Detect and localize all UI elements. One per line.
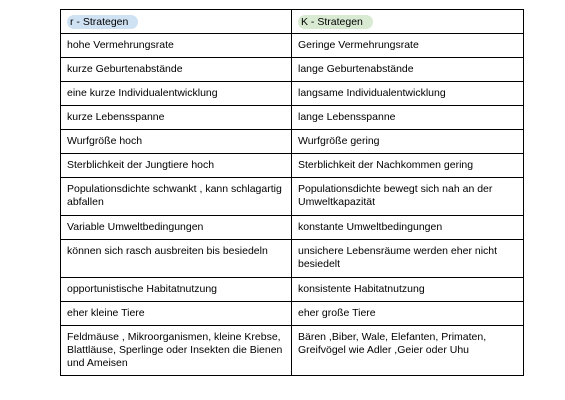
- table-cell-r: Feldmäuse , Mikroorganismen, kleine Krebse, Blattläuse, Sperlinge oder Insekten die Bienen und Ameisen: [61, 326, 292, 376]
- table-cell-r: eher kleine Tiere: [61, 302, 292, 326]
- table-cell-k: Sterblichkeit der Nachkommen gering: [292, 154, 524, 178]
- strategy-comparison-table: [60, 9, 524, 376]
- table-cell-k: Geringe Vermehrungsrate: [292, 34, 524, 58]
- table-row: [61, 216, 524, 240]
- header-cell-r-strategists: [61, 10, 292, 34]
- table-cell-k: Populationsdichte bewegt sich nah an der Umweltkapazität: [292, 178, 524, 216]
- table-cell-r: kurze Geburtenabstände: [61, 58, 292, 82]
- table-cell-k: Wurfgröße gering: [292, 130, 524, 154]
- table-cell-r: Populationsdichte schwankt , kann schlagartig abfallen: [61, 178, 292, 216]
- table-row: [61, 326, 524, 376]
- header-label-k-strategists: K - Strategen: [298, 15, 373, 29]
- table-row: [61, 154, 524, 178]
- table-cell-r: hohe Vermehrungsrate: [61, 34, 292, 58]
- table-cell-r: können sich rasch ausbreiten bis besiedeln: [61, 240, 292, 278]
- table-cell-k: Bären ,Biber, Wale, Elefanten, Primaten, Greifvögel wie Adler ,Geier oder Uhu: [292, 326, 524, 376]
- table-cell-k: konsistente Habitatnutzung: [292, 278, 524, 302]
- table-row: [61, 106, 524, 130]
- table-cell-k: unsichere Lebensräume werden eher nicht besiedelt: [292, 240, 524, 278]
- table-cell-k: lange Geburtenabstände: [292, 58, 524, 82]
- table-row: [61, 278, 524, 302]
- table-row: [61, 34, 524, 58]
- table-cell-k: lange Lebensspanne: [292, 106, 524, 130]
- table-row: [61, 302, 524, 326]
- table-cell-r: kurze Lebensspanne: [61, 106, 292, 130]
- table-cell-k: konstante Umweltbedingungen: [292, 216, 524, 240]
- table-row: [61, 82, 524, 106]
- strategy-comparison-table-container: [60, 9, 523, 376]
- table-row: [61, 130, 524, 154]
- table-cell-r: Wurfgröße hoch: [61, 130, 292, 154]
- table-header-row: [61, 10, 524, 34]
- header-label-r-strategists: r - Strategen: [67, 15, 138, 29]
- table-row: [61, 178, 524, 216]
- table-row: [61, 58, 524, 82]
- table-cell-r: eine kurze Individualentwicklung: [61, 82, 292, 106]
- table-cell-r: Variable Umweltbedingungen: [61, 216, 292, 240]
- table-cell-r: opportunistische Habitatnutzung: [61, 278, 292, 302]
- table-cell-k: langsame Individualentwicklung: [292, 82, 524, 106]
- table-row: [61, 240, 524, 278]
- table-cell-r: Sterblichkeit der Jungtiere hoch: [61, 154, 292, 178]
- header-cell-k-strategists: [292, 10, 524, 34]
- table-cell-k: eher große Tiere: [292, 302, 524, 326]
